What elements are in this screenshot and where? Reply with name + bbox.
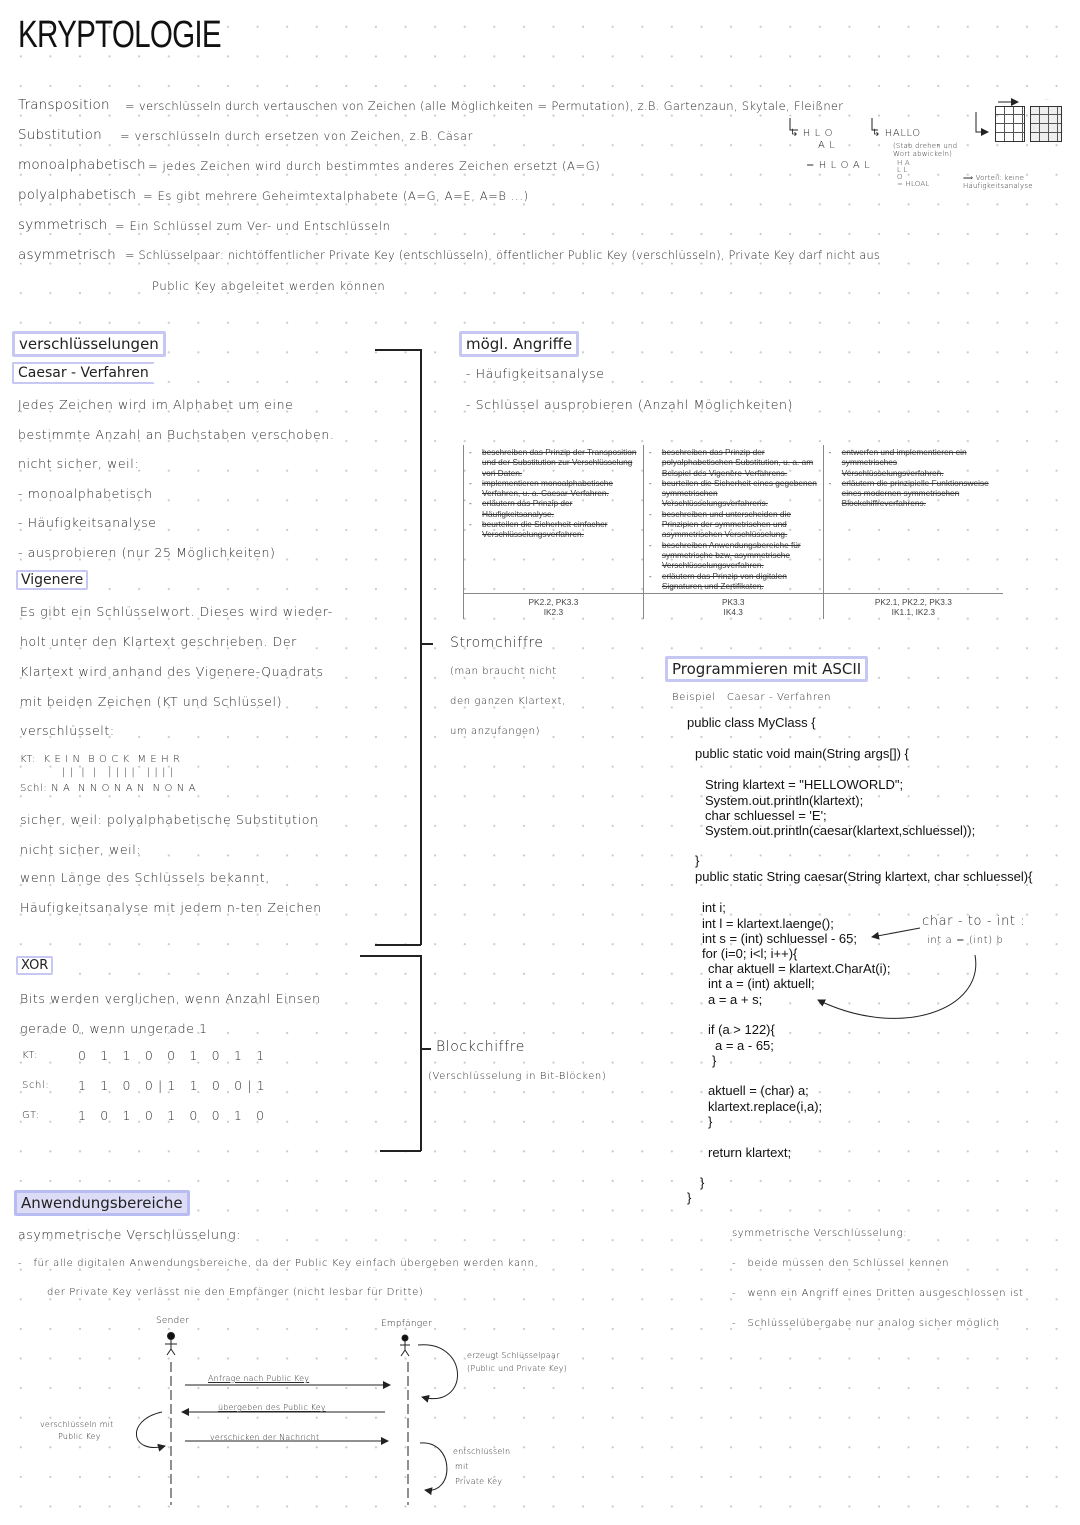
code-line: public class MyClass { <box>687 715 816 730</box>
text-line: - monoalphabetisch <box>18 486 153 501</box>
blockchiffre-label: Blockchiffre <box>436 1039 526 1055</box>
code-line: } <box>708 1114 713 1129</box>
text-line: (man braucht nicht <box>450 666 557 677</box>
competence-codes: PK2.2, PK3.3 <box>528 597 579 608</box>
competence-table <box>463 445 1003 619</box>
vigenere-bars: | | | | | | | | | | | | <box>62 767 174 778</box>
angriff-item: - Schlüssel ausprobieren (Anzahl Möglichkeiten) <box>466 397 794 412</box>
bracket-line <box>375 944 421 946</box>
code-line: int i; <box>702 900 726 915</box>
xor-label: Schl: <box>22 1080 50 1091</box>
vigenere-kt: KT: K E I N B O C K M E H R <box>20 754 181 765</box>
asym-line: - für alle digitalen Anwendungsbereiche, da der Public Key einfach übergeben werden kann, <box>18 1258 539 1269</box>
bracket-line <box>421 1048 431 1050</box>
competence-item: - erläutern das Prinzip der Häufigkeitsanalyse. <box>482 498 639 519</box>
text-line: wenn Länge des Schlüssels bekannt, <box>20 870 270 885</box>
skytale-grid-row: H A <box>897 159 910 167</box>
message-label: verschicken der Nachricht <box>210 1433 320 1442</box>
fleissner-grid-icon <box>995 106 1025 142</box>
bracket-line <box>380 1150 421 1152</box>
bracket-line <box>375 349 421 351</box>
text-line: - ausprobieren (nur 25 Möglichkeiten) <box>18 545 276 560</box>
sym-line: - beide müssen den Schlüssel kennen <box>732 1258 950 1269</box>
fleissner-grid-filled-icon <box>1030 106 1062 142</box>
heading-angriffe: mögl. Angriffe <box>459 331 579 357</box>
sym-line: - Schlüsselübergabe nur analog sicher möglich <box>732 1318 1000 1329</box>
term-asymmetrisch: asymmetrisch <box>18 247 116 263</box>
text-line: Jedes Zeichen wird im Alphabet um eine <box>18 397 294 412</box>
competence-codes: PK2.1, PK2.2, PK3.3 <box>874 597 952 608</box>
char-to-int-example: int a = (int) b <box>927 935 1004 946</box>
competence-codes: PK3.3 <box>721 597 745 608</box>
competence-item: - erläutern das Prinzip von digitalen Signaturen und Zertifikaten. <box>662 571 819 592</box>
vigenere-schl: Schl: N A N N O N A N N O N A <box>20 783 197 794</box>
def-asymmetrisch: = Schlüsselpaar: nichtöffentlicher Private Key (entschlüsseln), öffentlicher Public Key (verschlüsseln), Private Key darf nicht aus <box>125 249 881 262</box>
code-line: a = a - 65; <box>715 1038 774 1053</box>
self-message-label: (Public und Private Key) <box>467 1364 567 1373</box>
term-substitution: Substitution <box>18 127 102 143</box>
heading-programmieren: Programmieren mit ASCII <box>665 656 868 682</box>
text-line: nicht sicher, weil: <box>18 456 140 471</box>
code-line: } <box>687 1190 692 1205</box>
text-line: Es gibt ein Schlüsselwort. Dieses wird wieder- <box>20 604 333 619</box>
blockchiffre-note: (Verschlüsselung in Bit-Blöcken) <box>428 1071 607 1082</box>
competence-item: - beschreiben das Prinzip der polyalphabetischen Substitution, u. a. am Beispiel des Vigenère-Verfahrens. <box>662 447 819 478</box>
xor-label: GT: <box>22 1110 40 1121</box>
xor-bits: 0 1 1 0 0 1 0 1 1 <box>78 1048 265 1063</box>
sender-figure-icon <box>165 1333 177 1356</box>
self-message-label: entschlüsseln <box>453 1447 511 1456</box>
text-line: bestimmte Anzahl an Buchstaben verschoben. <box>18 427 335 442</box>
competence-codes: IK2.3 <box>543 607 564 618</box>
bracket-line <box>421 643 433 645</box>
message-label: übergeben des Public Key <box>218 1403 326 1412</box>
skytale-grid-row: L L <box>897 166 908 174</box>
code-line: } <box>700 1175 705 1190</box>
text-line: Bits werden verglichen, wenn Anzahl Einsen <box>20 991 321 1006</box>
self-message-label: verschlüsseln mit <box>40 1420 114 1429</box>
code-line: return klartext; <box>708 1145 792 1160</box>
text-line: um anzufangen) <box>450 726 541 737</box>
competence-codes: IK1.1, IK2.3 <box>891 607 935 618</box>
competence-item: - implementieren monoalphabetische Verfahren, u. a. Caesar-Verfahren. <box>482 478 639 499</box>
code-line: } <box>695 853 700 868</box>
arrow-icon <box>872 928 920 937</box>
programming-subtitle: Beispiel Caesar - Verfahren <box>672 692 832 703</box>
receiver-label: Empfänger <box>381 1319 432 1329</box>
term-monoalphabetisch: monoalphabetisch <box>18 157 146 173</box>
gartenzaun-result: = H L O A L <box>806 160 871 171</box>
receiver-figure-icon <box>400 1335 410 1356</box>
dots: ... <box>1044 94 1052 102</box>
stromchiffre-label: Stromchiffre <box>450 635 544 651</box>
competence-item: - erläutern die prinzipielle Funktionsweise eines modernen symmetrischen Blockchiffreverfahrens. <box>842 478 999 509</box>
text-line: Häufigkeitsanalyse mit jedem n-ten Zeichen <box>20 900 322 915</box>
self-message-label: Public Key <box>58 1432 101 1441</box>
text-line: den ganzen Klartext, <box>450 696 566 707</box>
angriff-item: - Häufigkeitsanalyse <box>466 366 605 381</box>
competence-item: - beschreiben und unterscheiden die Prinzipien der symmetrischen und asymmetrischen Verschlüsselung. <box>662 509 819 540</box>
sym-heading: symmetrische Verschlüsselung: <box>732 1228 908 1239</box>
sym-line: - wenn ein Angriff eines Dritten ausgeschlossen ist <box>732 1288 1024 1299</box>
code-line: int s = (int) schluessel - 65; <box>702 931 857 946</box>
competence-codes: IK4.3 <box>723 607 743 618</box>
self-message-label: erzeugt Schlüsselpaar <box>467 1351 560 1360</box>
code-line: aktuell = (char) a; <box>708 1083 809 1098</box>
code-line: a = a + s; <box>708 992 763 1007</box>
asym-heading: asymmetrische Verschlüsselung: <box>18 1227 241 1242</box>
xor-bits: 1 1 0 0 | 1 1 0 0 | 1 <box>78 1078 266 1093</box>
xor-bits: 1 0 1 0 1 0 0 1 0 <box>78 1108 265 1123</box>
skytale-grid-row: O <box>897 173 903 181</box>
self-message-label: Private Key <box>455 1477 503 1486</box>
code-line: } <box>712 1053 717 1068</box>
def-substitution: = verschlüsseln durch ersetzen von Zeichen, z.B. Cäsar <box>120 129 473 143</box>
self-message-label: mit <box>455 1462 469 1471</box>
bracket-line <box>420 349 422 945</box>
term-symmetrisch: symmetrisch <box>18 217 108 233</box>
competence-item: - beurteilen die Sicherheit eines gegebenen symmetrischen Verschlüsselungsverfahrens. <box>662 478 819 509</box>
skytale-example: ↳ HALLO <box>872 128 921 139</box>
heading-xor: XOR <box>16 956 53 975</box>
self-arrow <box>136 1412 165 1447</box>
xor-label: KT: <box>22 1050 38 1061</box>
text-line: nicht sicher, weil: <box>20 842 142 857</box>
text-line: sicher, weil: polyalphabetische Substitution <box>20 812 319 827</box>
arrow-icon <box>976 112 988 132</box>
def-asymmetrisch-cont: Public Key abgeleitet werden können <box>152 279 386 293</box>
heading-vigenere: Vigenere <box>16 570 88 590</box>
competence-item: - beschreiben Anwendungsbereiche für symmetrische bzw. asymmetrische Verschlüsselungsverfahren. <box>662 540 819 571</box>
def-monoalphabetisch: = jedes Zeichen wird durch bestimmtes anderes Zeichen ersetzt (A=G) <box>148 159 601 173</box>
text-line: mit beiden Zeichen (KT und Schlüssel) <box>20 694 283 709</box>
code-line: public static void main(String args[]) { <box>695 746 909 761</box>
heading-anwendungsbereiche: Anwendungsbereiche <box>14 1190 190 1216</box>
bracket-line <box>420 955 422 1151</box>
message-label: Anfrage nach Public Key <box>208 1374 310 1383</box>
self-arrow <box>420 1443 447 1490</box>
competence-item: - beschreiben das Prinzip der Transposition und der Substitution zur Verschlüsselung von Daten. <box>482 447 639 478</box>
text-line: gerade 0, wenn ungerade 1 <box>20 1021 208 1036</box>
text-line: Klartext wird anhand des Vigenere-Quadrats <box>20 664 324 679</box>
self-arrow <box>418 1345 458 1399</box>
code-line: int l = klartext.laenge(); <box>702 916 834 931</box>
asym-line: der Private Key verlässt nie den Empfänger (nicht lesbar für Dritte) <box>47 1287 424 1298</box>
competence-item: - beurteilen die Sicherheit einfacher Verschlüsselungsverfahren. <box>482 519 639 540</box>
term-polyalphabetisch: polyalphabetisch <box>18 187 137 203</box>
heading-verschluesselungen: verschlüsselungen <box>12 331 166 357</box>
text-line: verschlüsselt: <box>20 723 115 738</box>
def-symmetrisch: = Ein Schlüssel zum Ver- und Entschlüsseln <box>115 219 391 233</box>
code-line: char aktuell = klartext.CharAt(i); <box>708 961 891 976</box>
skytale-note: (Stab drehen und Wort abwickeln) <box>893 142 958 158</box>
char-to-int-note: char - to - int : <box>922 914 1026 929</box>
gartenzaun-top: ↳ H L O <box>790 128 834 139</box>
skytale-grid-row: = HLOAL <box>897 180 930 188</box>
code-line: System.out.println(caesar(klartext,schluessel)); <box>705 823 976 838</box>
code-line: for (i=0; i<l; i++){ <box>702 946 798 961</box>
code-line: klartext.replace(i,a); <box>708 1099 823 1114</box>
sender-label: Sender <box>156 1316 190 1326</box>
code-line: public static String caesar(String klartext, char schluessel){ <box>695 869 1033 884</box>
competence-item: - entwerfen und implementieren ein symmetrisches Verschlüsselungsverfahren. <box>842 447 999 478</box>
code-line: char schluessel = 'E'; <box>705 808 827 823</box>
term-transposition: Transposition <box>18 97 110 113</box>
code-line: String klartext = "HELLOWORLD"; <box>705 777 904 792</box>
code-line: int a = (int) aktuell; <box>708 976 815 991</box>
page-title: KRYPTOLOGIE <box>18 14 221 56</box>
code-line: if (a > 122){ <box>708 1022 775 1037</box>
heading-caesar: Caesar - Verfahren <box>12 362 155 384</box>
def-polyalphabetisch: = Es gibt mehrere Geheimtextalphabete (A=G, A=E, A=B ...) <box>143 189 529 203</box>
text-line: - Häufigkeitsanalyse <box>18 515 157 530</box>
fleissner-note: ⟹ Vorteil: keine Häufigkeitsanalyse <box>963 174 1033 190</box>
bracket-line <box>360 955 420 957</box>
def-transposition: = verschlüsseln durch vertauschen von Zeichen (alle Möglichkeiten = Permutation), z.B. Gartenzaun, Skytale, Fleißner <box>125 99 844 113</box>
gartenzaun-bottom: A L <box>818 140 836 151</box>
code-line: System.out.println(klartext); <box>705 793 864 808</box>
text-line: holt unter den Klartext geschrieben. Der <box>20 634 297 649</box>
